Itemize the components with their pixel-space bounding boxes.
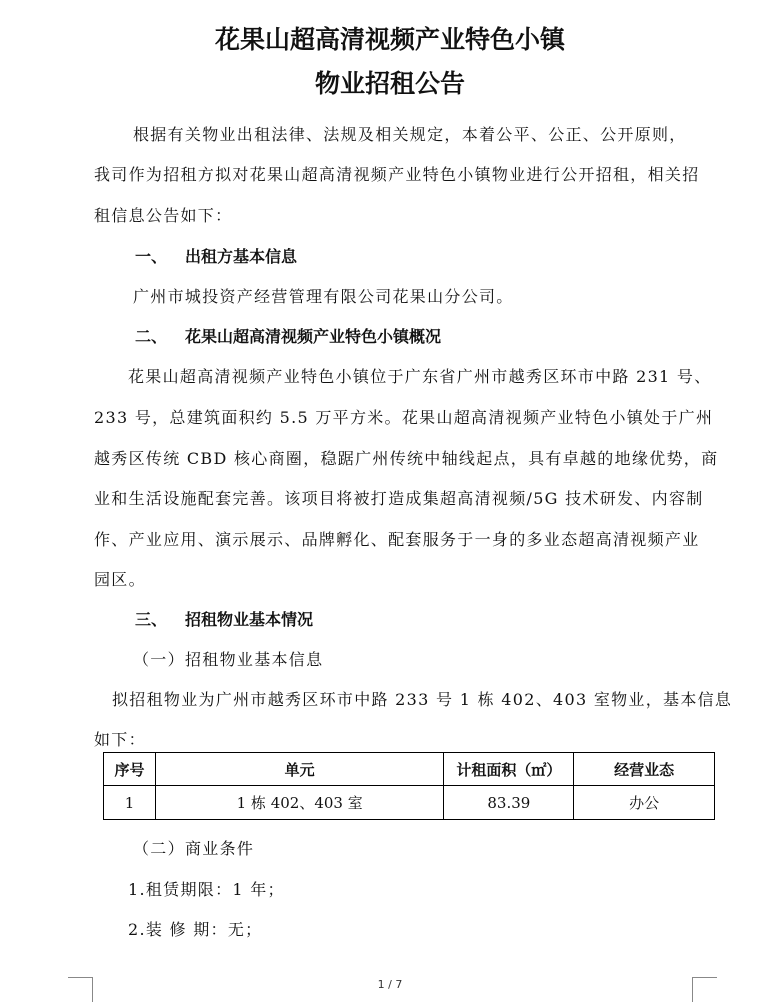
document-title-line1: 花果山超高清视频产业特色小镇 (214, 25, 565, 54)
property-description-line1: 拟招租物业为广州市越秀区环市中路 233 号 1 栋 402、403 室物业，基本信息 (112, 690, 733, 709)
section2-line: 越秀区传统 CBD 核心商圈，稳踞广州传统中轴线起点，具有卓越的地缘优势，商 (94, 449, 719, 468)
table-row (104, 786, 715, 820)
condition-item: 1.租赁期限：1 年； (128, 880, 285, 899)
page-number: 1 / 7 (377, 978, 403, 991)
section2-line: 花果山超高清视频产业特色小镇位于广东省广州市越秀区环市中路 231 号、 (128, 367, 712, 386)
table-header-cell: 序号 (104, 753, 156, 786)
table-header-cell: 经营业态 (574, 753, 715, 786)
intro-paragraph-line2: 我司作为招租方拟对花果山超高清视频产业特色小镇物业进行公开招租，相关招 (94, 165, 700, 184)
subsection1-heading: 招租物业基本信息 (185, 650, 324, 669)
table-cell: 1 栋 402、403 室 (155, 786, 444, 820)
section1-number: 一、 (135, 247, 168, 266)
subsection2-heading: 商业条件 (185, 839, 255, 858)
table-header-cell: 单元 (155, 753, 444, 786)
table-header-cell: 计租面积（㎡） (444, 753, 574, 786)
section2-number: 二、 (135, 327, 168, 346)
section2-line: 业和生活设施配套完善。该项目将被打造成集超高清视频/5G 技术研发、内容制 (94, 489, 704, 508)
section2-line: 作、产业应用、演示展示、品牌孵化、配套服务于一身的多业态超高清视频产业 (94, 530, 700, 549)
subsection1-number: （一） (133, 650, 185, 669)
document-title-line2: 物业招租公告 (314, 69, 465, 98)
table-header-row (104, 753, 715, 786)
table-cell: 1 (104, 786, 156, 820)
section2-line: 233 号，总建筑面积约 5.5 万平方米。花果山超高清视频产业特色小镇处于广州 (94, 408, 714, 427)
intro-paragraph-line3: 租信息公告如下： (94, 206, 233, 225)
table-cell: 办公 (574, 786, 715, 820)
condition-item: 2.装 修 期：无； (128, 920, 263, 939)
section3-number: 三、 (135, 610, 168, 629)
intro-paragraph-line1: 根据有关物业出租法律、法规及相关规定，本着公平、公正、公开原则， (133, 125, 687, 144)
table-cell: 83.39 (444, 786, 574, 820)
section1-heading: 出租方基本信息 (185, 247, 298, 266)
section2-heading: 花果山超高清视频产业特色小镇概况 (185, 327, 442, 346)
section2-line: 园区。 (94, 570, 146, 589)
property-description-line2: 如下： (94, 730, 146, 749)
property-table (103, 752, 715, 820)
subsection2-number: （二） (133, 839, 185, 858)
section1-body: 广州市城投资产经营管理有限公司花果山分公司。 (133, 287, 514, 306)
section3-heading: 招租物业基本情况 (185, 610, 314, 629)
